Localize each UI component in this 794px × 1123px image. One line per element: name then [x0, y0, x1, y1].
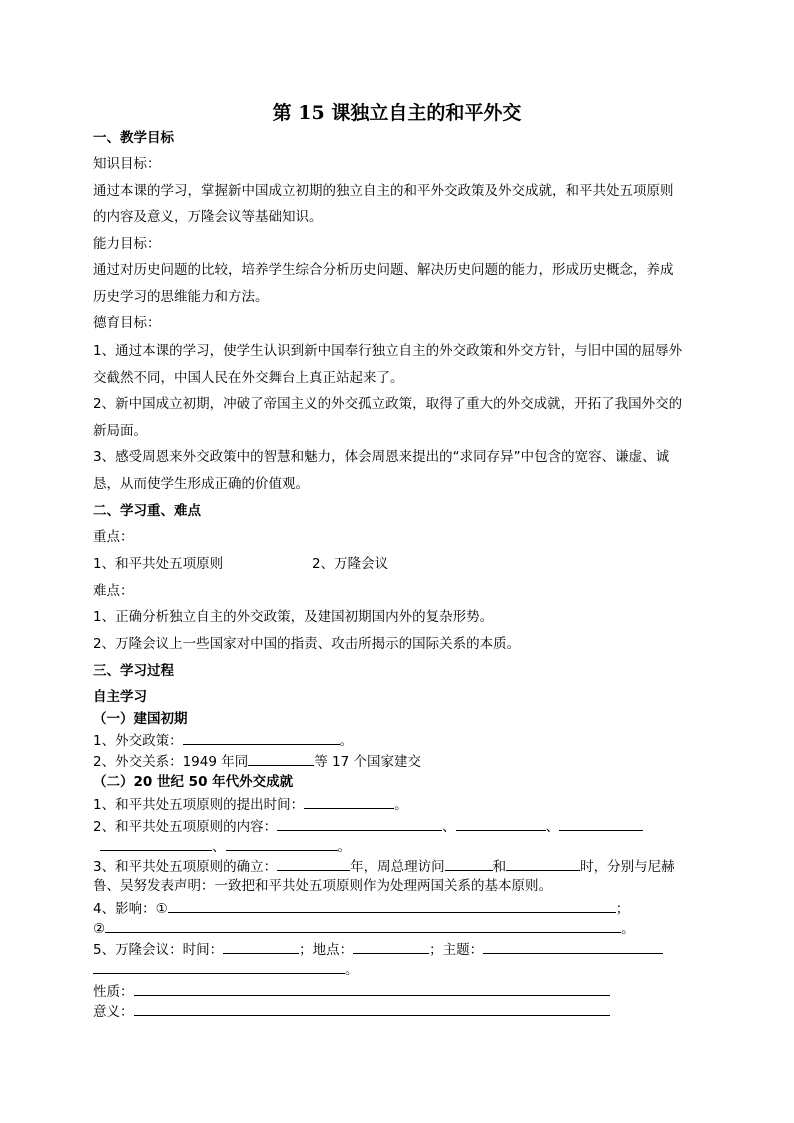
answer-blank[interactable] — [559, 817, 643, 831]
question-nature — [93, 982, 610, 1001]
key-label: 重点： — [93, 529, 134, 545]
knowledge-text-2: 的内容及意义，万隆会议等基础知识。 — [93, 209, 323, 225]
section-heading-process: 三、学习过程 — [93, 663, 174, 679]
question-label: 1、外交政策： — [93, 733, 183, 749]
section-heading-objectives: 一、教学目标 — [93, 130, 174, 146]
part-2-heading: （二）20 世纪 50 年代外交成就 — [93, 774, 294, 790]
self-study-heading: 自主学习 — [93, 689, 147, 705]
difficulty-1: 1、正确分析独立自主的外交政策，及建国初期国内外的复杂形势。 — [93, 609, 494, 625]
question-label: 性质： — [93, 984, 134, 1000]
answer-blank[interactable] — [223, 940, 299, 954]
answer-blank[interactable] — [456, 817, 546, 831]
answer-blank[interactable] — [506, 857, 580, 871]
part-1-heading: （一）建国初期 — [93, 711, 188, 727]
question-label: 4、影响：① — [93, 901, 168, 917]
moral-3-line-2: 恳，从而使学生形成正确的价值观。 — [93, 476, 309, 492]
answer-blank[interactable] — [93, 960, 345, 974]
knowledge-label: 知识目标： — [93, 156, 161, 172]
knowledge-text-1: 通过本课的学习，掌握新中国成立初期的独立自主的和平外交政策及外交成就，和平共处五项原则 — [93, 183, 674, 199]
question-meaning — [93, 1002, 610, 1021]
question-label: 2、和平共处五项原则的内容： — [93, 819, 278, 835]
answer-blank[interactable] — [100, 837, 212, 851]
moral-1-line-1: 1、通过本课的学习，使学生认识到新中国奉行独立自主的外交政策和外交方针，与旧中国的屈辱外 — [93, 343, 683, 359]
moral-2-line-2: 新局面。 — [93, 423, 147, 439]
question-principles-content: 2、和平共处五项原则的内容： 、 、 — [93, 817, 643, 836]
answer-blank[interactable] — [134, 982, 610, 996]
answer-blank[interactable] — [183, 731, 340, 745]
ability-text-2: 历史学习的思维能力和方法。 — [93, 289, 269, 305]
key-point-2: 2、万隆会议 — [312, 556, 389, 572]
ability-label: 能力目标： — [93, 236, 161, 252]
question-diplomatic-relations: 2、外交关系：1949 年同 等 17 个国家建交 — [93, 754, 422, 770]
question-label: 意义： — [93, 1004, 134, 1020]
ability-text-1: 通过对历史问题的比较，培养学生综合分析历史问题、解决历史问题的能力，形成历史概念，养成 — [93, 262, 674, 278]
question-foreign-policy: 1、外交政策： 。 — [93, 733, 354, 749]
page-title: 第 15 课独立自主的和平外交 — [272, 102, 522, 124]
moral-2-line-1: 2、新中国成立初期，冲破了帝国主义的外交孤立政策，取得了重大的外交成就，开拓了我国外交的 — [93, 396, 683, 412]
question-principles-content-cont: 、 。 — [100, 837, 351, 856]
question-label: 3、和平共处五项原则的确立： — [93, 859, 278, 875]
answer-blank[interactable] — [483, 940, 663, 954]
answer-blank[interactable] — [168, 899, 616, 913]
moral-3-line-1: 3、感受周恩来外交政策中的智慧和魅力，体会周恩来提出的“求同存异”中包含的宽容、谦虚、诚 — [93, 449, 670, 465]
question-bandung-cont: 。 — [93, 960, 359, 979]
difficulty-label: 难点： — [93, 583, 134, 599]
question-label: 1、和平共处五项原则的提出时间： — [93, 797, 305, 813]
question-influence-2: ② 。 — [93, 921, 635, 937]
question-bandung: 5、万隆会议：时间： ；地点： ；主题： — [93, 940, 663, 959]
answer-blank[interactable] — [248, 752, 314, 766]
moral-1-line-2: 交截然不同，中国人民在外交舞台上真正站起来了。 — [93, 370, 404, 386]
question-proposal-time: 1、和平共处五项原则的提出时间： 。 — [93, 797, 408, 813]
answer-blank[interactable] — [134, 1002, 610, 1016]
answer-blank[interactable] — [226, 837, 338, 851]
answer-blank[interactable] — [277, 817, 442, 831]
key-point-1: 1、和平共处五项原则 — [93, 556, 224, 572]
question-establishment-cont: 鲁、吴努发表声明：一致把和平共处五项原则作为处理两国关系的基本原则。 — [93, 878, 552, 894]
answer-blank[interactable] — [304, 795, 394, 809]
answer-blank[interactable] — [105, 919, 621, 933]
section-heading-key-points: 二、学习重、难点 — [93, 503, 201, 519]
question-label: 5、万隆会议：时间： — [93, 942, 224, 958]
difficulty-2: 2、万隆会议上一些国家对中国的指责、攻击所揭示的国际关系的本质。 — [93, 636, 521, 652]
moral-label: 德育目标： — [93, 315, 161, 331]
answer-blank[interactable] — [353, 940, 429, 954]
answer-blank[interactable] — [445, 857, 493, 871]
question-influence: 4、影响：① ； — [93, 901, 630, 917]
answer-blank[interactable] — [277, 857, 350, 871]
question-label: 2、外交关系：1949 年同 — [93, 754, 249, 770]
question-establishment: 3、和平共处五项原则的确立： 年，周总理访问 和 时，分别与尼赫 — [93, 859, 675, 875]
